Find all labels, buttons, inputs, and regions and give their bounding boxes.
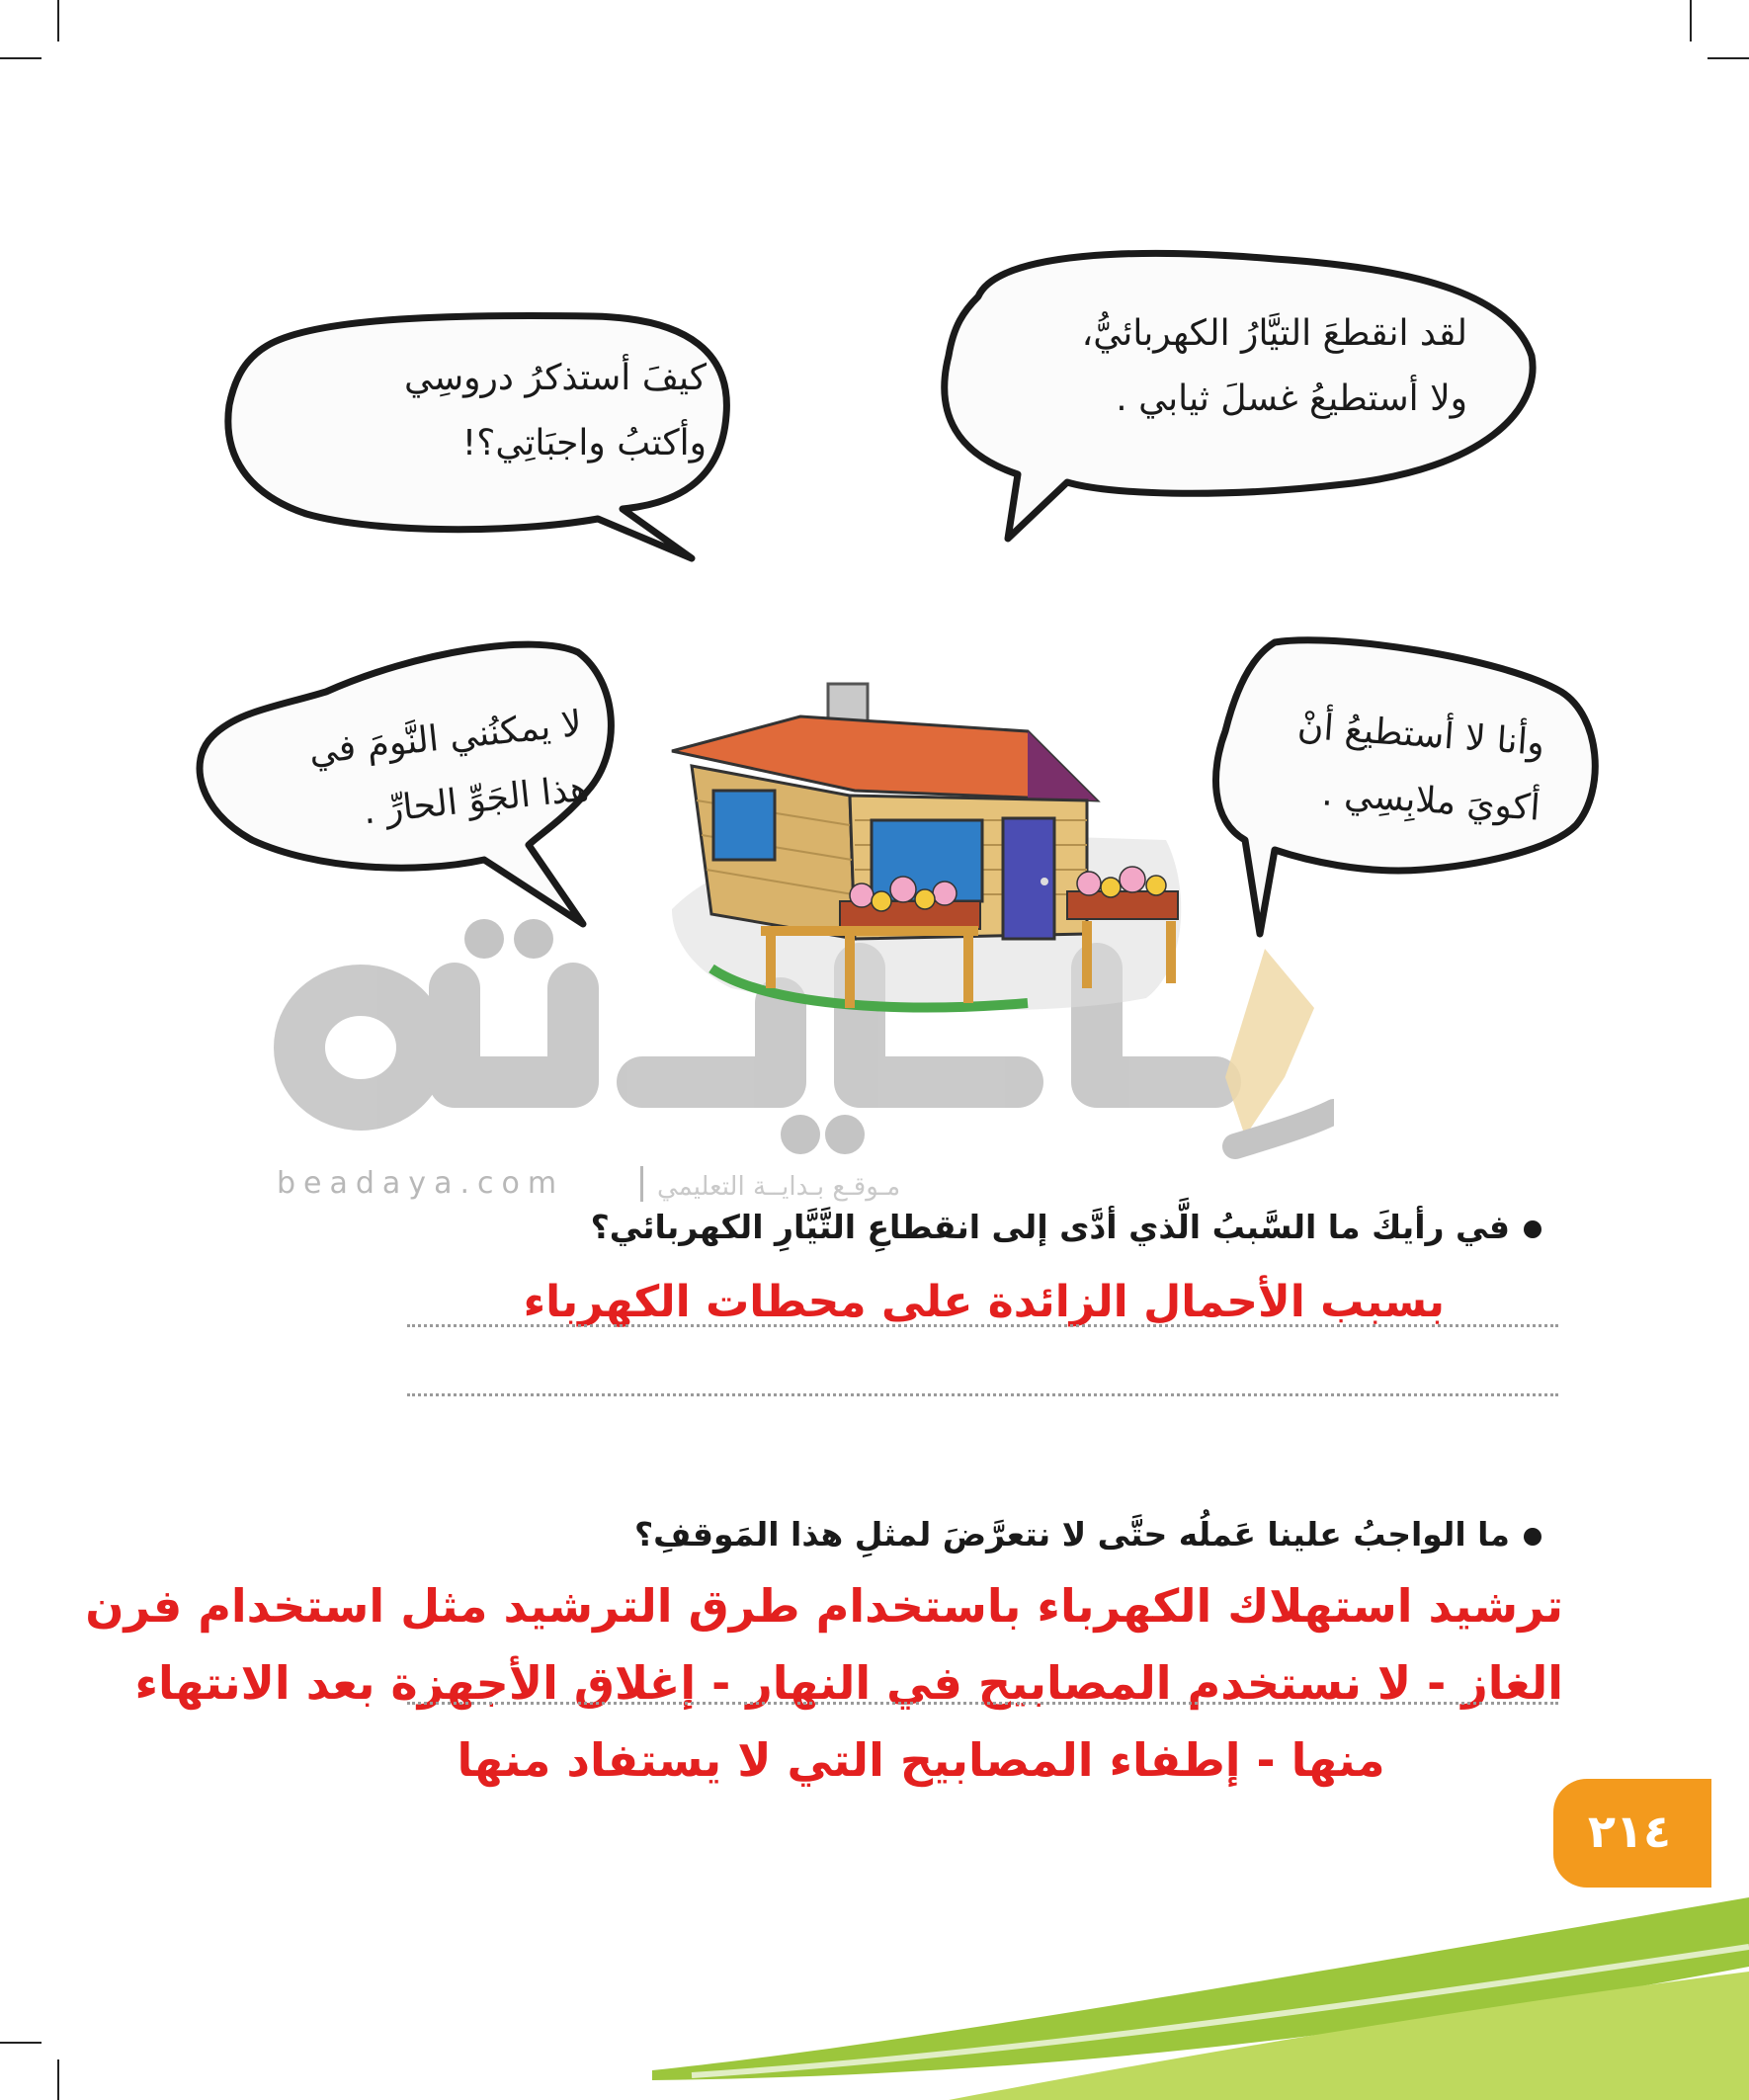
bubble-line: هذا الجَوِّ الحارِّ . [361,768,591,833]
bubble-text-middle-right [1291,695,1546,842]
answer-2-line: الغاز - لا نستخدم المصابيح في النهار - إغلاق الأجهزة بعد الانتهاء [134,1656,1563,1710]
bubble-line: أكويَ ملابِسِي . [1320,773,1541,829]
answer-2-line: منها - إطفاء المصابيح التي لا يستفاد منها [457,1733,1385,1787]
bubble-text-top-right [1082,301,1467,432]
bubble-text-top-left [404,346,707,476]
bubble-line: لا يمكنُني النَّومَ في [306,703,584,773]
watermark-url: beadaya.com [277,1166,565,1201]
bullet-icon [1524,1528,1541,1546]
question-2-text: ما الواجبُ علينا عَملُه حتَّى لا نتعرَّضَ لمثلِ هذا المَوقفِ؟ [633,1515,1510,1554]
question-1 [591,1208,1541,1246]
watermark-tagline: مـوقـع بـدايــة التعليمي [657,1172,901,1202]
bubble-line: كيفَ أستذكرُ دروسِي [403,358,707,398]
bubble-line: وأكتبُ واجبَاتِي؟! [461,423,707,463]
watermark-divider [640,1166,643,1202]
bubble-line: لقد انقطعَ التيَّارُ الكهربائيُّ، [1081,313,1467,354]
house-illustration [652,672,1206,1018]
answer-1-line: بسبب الأحمال الزائدة على محطات الكهرباء [523,1277,1445,1327]
footer-decoration [0,1878,1749,2100]
bullet-icon [1524,1220,1541,1238]
answer-dotted-line [407,1393,1558,1396]
page-number: ٢١٤ [1587,1805,1672,1858]
question-1-text: في رأيكَ ما السَّببُ الَّذي أدَّى إلى انقطاعِ التَّيَّارِ الكهربائي؟ [590,1208,1510,1246]
bubble-line: ولا أستطيعُ غسلَ ثيابي . [1116,378,1467,419]
answer-dotted-line [407,1324,1558,1327]
answer-dotted-line [407,1702,1558,1705]
answer-2-line: ترشيد استهلاك الكهرباء باستخدام طرق الترشيد مثل استخدام فرن [85,1579,1563,1633]
bubble-line: وأنا لا أستطيعُ أنْ [1295,706,1546,764]
question-2 [634,1515,1541,1554]
